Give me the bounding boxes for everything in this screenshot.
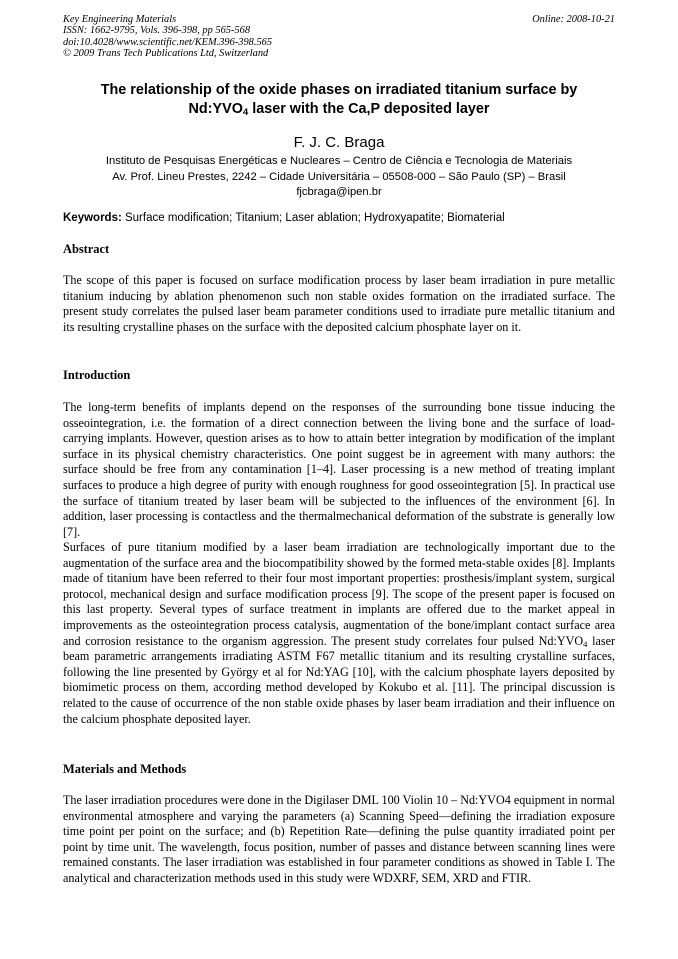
introduction-heading: Introduction [63, 368, 131, 382]
author-email: fjcbraga@ipen.br [296, 186, 382, 198]
title-line-2 [63, 100, 615, 119]
methods-heading: Materials and Methods [63, 762, 187, 776]
abstract-text: The scope of this paper is focused on surface modification process by laser beam irradiation in pure metallic titanium inducing by ablation phenomenon such non stable oxides formation on the irradiated surface. The present study correlates the pulsed laser beam parameter conditions used to irradiate pure metallic titanium and its resulting crystalline phases on the surface with the deposited calcium phosphate layer on it. [63, 273, 615, 334]
author-name: F. J. C. Braga [293, 134, 385, 151]
paper-title [63, 81, 615, 119]
methods-text: The laser irradiation procedures were done in the Digilaser DML 100 Violin 10 – Nd:YVO4 equipment in normal environmental atmosphere and varying the parameters (a) Scanning Speed—defining the irradiation exposure time point per point on the surface; and (b) Repetition Rate—defining the pulse quantity irradiated point per point by time unit. The wavelength, focus position, number of passes and distance between scanning lines were remained constants. The laser irradiation was established in four parameter conditions as showed in Table I. The analytical and characterization methods used in this study were WDXRF, SEM, XRD and FTIR. [63, 793, 615, 885]
journal-name: Key Engineering Materials [63, 14, 177, 25]
journal-header [63, 14, 615, 59]
online-date: Online: 2008-10-21 [532, 14, 615, 25]
abstract-heading: Abstract [63, 242, 110, 256]
title-line-2-post: laser with the Ca,P deposited layer [248, 101, 490, 117]
title-line-2-pre: Nd:YVO [188, 101, 243, 117]
introduction-subscript: 4 [583, 638, 588, 649]
title-line-1: The relationship of the oxide phases on irradiated titanium surface by [100, 82, 578, 98]
keywords [63, 211, 623, 225]
issn-line: ISSN: 1662-9795, Vols. 396-398, pp 565-568 [63, 25, 251, 37]
introduction-paragraph-2 [63, 540, 615, 727]
keywords-text: Surface modification; Titanium; Laser ablation; Hydroxyapatite; Biomaterial [121, 212, 505, 224]
introduction-paragraph-2-pre: Surfaces of pure titanium modified by a laser beam irradiation are technologically important due to the augmentation of the surface area and the biocompatibility showed by the formed meta-stable oxides [8]. Implants made of titanium have been referred to their four most important properties: prosthesis/implant system, surgical protocol, mechanical design and surface modification process [9]. The scope of the present paper is focused on this last property. Several types of surface treatment in implants are offered due to the market appeal in improvements as the osteointegration process catalysis, augmentation of the bone/implant contact surface area and corrosion resistance to the organism aggression. The present study correlates four pulsed Nd:YVO [63, 540, 615, 648]
introduction-paragraph-1: The long-term benefits of implants depend on the responses of the surrounding bone tissue inducing the osseointegration, i.e. the formation of a direct connection between the living bone and the surface of load-carrying implants. However, question arises as to how to attain better integration by modification of the implant surface in its physical chemistry characteristics. One point suggest be in agreement with many authors: the surface should be free from any contamination [1–4]. Laser processing is a new method of treating implant surfaces to produce a high degree of purity with enough roughness for good osseointegration [5]. In practical use the surface of titanium treated by laser beam will be subjected to the influences of the environment [6]. In addition, laser processing is contactless and the thermalmechanical deformation of the substrate is generally low [7]. [63, 400, 615, 539]
title-subscript: 4 [242, 107, 249, 118]
affiliation [40, 154, 638, 201]
keywords-label: Keywords: [63, 212, 122, 224]
introduction-paragraph-2-post: laser beam parametric arrangements irradiating ASTM F67 metallic titanium and its resulting crystalline surfaces, following the line presented by György et al for Nd:YAG [10], with the calcium phosphate layers deposited by biomimetic process on them, according method developed by Kokubo et al. [11]. The principal discussion is related to the cause of occurrence of the non stable oxide phases by laser beam irradiation and their influence on the calcium phosphate deposited layer. [63, 633, 616, 726]
copyright-line: © 2009 Trans Tech Publications Ltd, Switzerland [63, 47, 269, 59]
doi-line: doi:10.4028/www.scientific.net/KEM.396-398.565 [63, 36, 273, 48]
affiliation-line-1: Instituto de Pesquisas Energéticas e Nucleares – Centro de Ciência e Tecnologia de Materiais [105, 155, 573, 167]
affiliation-line-2: Av. Prof. Lineu Prestes, 2242 – Cidade Universitária – 05508-000 – São Paulo (SP) – Brasil [112, 170, 566, 183]
